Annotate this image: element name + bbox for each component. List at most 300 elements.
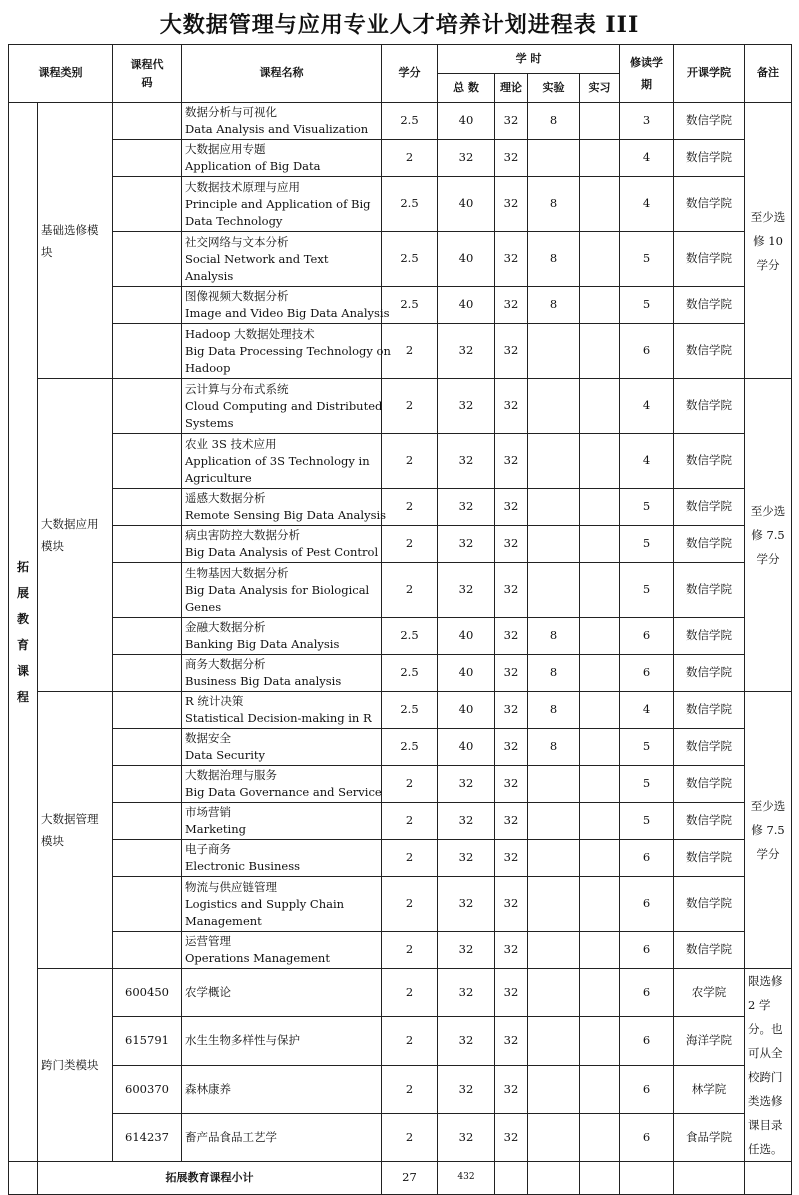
course-total-hours: 40 — [438, 729, 495, 766]
table-row — [9, 932, 792, 969]
header-experiment: 实验 — [528, 74, 580, 103]
category-main-cell — [9, 103, 38, 1162]
table-row — [9, 324, 792, 379]
course-practice-hours — [580, 766, 620, 803]
course-college: 数信学院 — [674, 840, 745, 877]
course-name-cn: 大数据治理与服务 — [185, 768, 277, 782]
header-practice: 实习 — [580, 74, 620, 103]
course-college: 数信学院 — [674, 563, 745, 618]
table-row — [9, 803, 792, 840]
subtotal-empty-cell — [528, 1162, 580, 1195]
course-total-hours: 40 — [438, 287, 495, 324]
course-total-hours: 32 — [438, 969, 495, 1017]
course-total-hours: 32 — [438, 877, 495, 932]
course-term: 6 — [620, 655, 674, 692]
course-credit: 2.5 — [382, 692, 438, 729]
course-name — [182, 692, 382, 729]
header-row-1 — [9, 45, 792, 74]
course-experiment-hours — [528, 877, 580, 932]
header-credit: 学分 — [382, 45, 438, 103]
course-practice-hours — [580, 140, 620, 177]
course-experiment-hours: 8 — [528, 692, 580, 729]
course-credit: 2 — [382, 526, 438, 563]
category-main-label: 拓展教育课程 — [16, 560, 29, 704]
table-row — [9, 232, 792, 287]
course-name-en: Marketing — [185, 822, 246, 836]
course-name-cn: 农业 3S 技术应用 — [185, 436, 277, 451]
course-code — [113, 526, 182, 563]
course-name — [182, 324, 391, 379]
course-code — [113, 729, 182, 766]
course-term: 5 — [620, 563, 674, 618]
table-row — [9, 1113, 792, 1161]
course-theory-hours: 32 — [495, 803, 528, 840]
course-code: 600370 — [113, 1065, 182, 1113]
course-experiment-hours — [528, 1017, 580, 1065]
course-term: 6 — [620, 932, 674, 969]
module-note: 至少选修 10 学分 — [745, 103, 792, 379]
course-name — [182, 489, 387, 526]
course-term: 6 — [620, 1017, 674, 1065]
course-credit: 2 — [382, 324, 438, 379]
course-theory-hours: 32 — [495, 1113, 528, 1161]
page-title: 大数据管理与应用专业人才培养计划进程表 III — [159, 12, 640, 38]
course-name-cn: 商务大数据分析 — [185, 657, 266, 671]
table-row — [9, 434, 792, 489]
course-theory-hours: 32 — [495, 692, 528, 729]
course-college: 林学院 — [674, 1065, 745, 1113]
course-practice-hours — [580, 379, 620, 434]
course-college: 数信学院 — [674, 379, 745, 434]
course-term: 5 — [620, 766, 674, 803]
course-theory-hours: 32 — [495, 287, 528, 324]
course-code — [113, 932, 182, 969]
course-name-en: Big Data Governance and Service — [185, 785, 382, 799]
course-credit: 2.5 — [382, 232, 438, 287]
course-term: 5 — [620, 803, 674, 840]
table-row — [9, 489, 792, 526]
course-credit: 2 — [382, 489, 438, 526]
course-credit: 2 — [382, 766, 438, 803]
course-credit: 2 — [382, 1113, 438, 1161]
course-term: 5 — [620, 232, 674, 287]
course-theory-hours: 32 — [495, 324, 528, 379]
course-total-hours: 32 — [438, 526, 495, 563]
course-name-cn: 森林康养 — [185, 1081, 231, 1096]
module-name: 大数据管理模块 — [38, 692, 113, 969]
course-name — [182, 1017, 382, 1065]
course-name-en: Genes — [185, 599, 222, 614]
course-total-hours: 32 — [438, 1113, 495, 1161]
course-credit: 2 — [382, 932, 438, 969]
course-code — [113, 692, 182, 729]
course-theory-hours: 32 — [495, 232, 528, 287]
course-code — [113, 489, 182, 526]
course-college: 海洋学院 — [674, 1017, 745, 1065]
course-name — [182, 655, 382, 692]
course-name-cn: 水生生物多样性与保护 — [185, 1033, 300, 1048]
course-code — [113, 324, 182, 379]
course-practice-hours — [580, 877, 620, 932]
course-practice-hours — [580, 729, 620, 766]
course-college: 数信学院 — [674, 877, 745, 932]
course-theory-hours: 32 — [495, 840, 528, 877]
course-theory-hours: 32 — [495, 177, 528, 232]
course-experiment-hours — [528, 379, 580, 434]
course-name-cn: 数据安全 — [185, 731, 231, 745]
course-experiment-hours: 8 — [528, 232, 580, 287]
course-name — [182, 563, 382, 618]
course-term: 5 — [620, 489, 674, 526]
course-credit: 2 — [382, 140, 438, 177]
table-row — [9, 969, 792, 1017]
course-name-cn: R 统计决策 — [185, 694, 244, 708]
header-code: 课程代码 — [113, 45, 182, 103]
course-practice-hours — [580, 177, 620, 232]
course-name — [182, 729, 382, 766]
course-name — [182, 803, 382, 840]
course-name — [182, 232, 382, 287]
course-credit: 2.5 — [382, 287, 438, 324]
course-name-en: Application of 3S Technology in — [185, 453, 370, 468]
course-code — [113, 379, 182, 434]
course-name-cn: 遥感大数据分析 — [185, 491, 266, 505]
course-name-cn: 市场营销 — [185, 805, 231, 819]
course-total-hours: 32 — [438, 379, 495, 434]
header-total: 总 数 — [438, 74, 495, 103]
course-practice-hours — [580, 232, 620, 287]
course-name-en: Logistics and Supply Chain — [185, 896, 345, 911]
module-name: 大数据应用模块 — [38, 379, 113, 692]
course-practice-hours — [580, 932, 620, 969]
course-total-hours: 40 — [438, 618, 495, 655]
course-practice-hours — [580, 692, 620, 729]
course-experiment-hours — [528, 324, 580, 379]
subtotal-empty-cell — [580, 1162, 620, 1195]
course-name-en: Management — [185, 913, 262, 928]
course-practice-hours — [580, 655, 620, 692]
course-theory-hours: 32 — [495, 103, 528, 140]
course-practice-hours — [580, 618, 620, 655]
course-credit: 2.5 — [382, 103, 438, 140]
course-code: 615791 — [113, 1017, 182, 1065]
course-total-hours: 32 — [438, 434, 495, 489]
course-term: 5 — [620, 287, 674, 324]
course-practice-hours — [580, 840, 620, 877]
course-code: 614237 — [113, 1113, 182, 1161]
course-name — [182, 932, 382, 969]
header-category: 课程类别 — [9, 45, 113, 103]
table-row — [9, 140, 792, 177]
course-term: 5 — [620, 729, 674, 766]
course-experiment-hours: 8 — [528, 103, 580, 140]
course-name-en: Data Analysis and Visualization — [185, 122, 369, 136]
course-code — [113, 655, 182, 692]
course-name-en: Statistical Decision-making in R — [185, 711, 372, 725]
course-name — [182, 140, 382, 177]
course-name — [182, 287, 390, 324]
course-code — [113, 232, 182, 287]
course-term: 6 — [620, 324, 674, 379]
course-theory-hours: 32 — [495, 1065, 528, 1113]
course-name-cn: 社交网络与文本分析 — [185, 234, 289, 249]
course-practice-hours — [580, 1017, 620, 1065]
course-name-cn: 数据分析与可视化 — [185, 105, 277, 119]
course-college: 数信学院 — [674, 729, 745, 766]
course-total-hours: 40 — [438, 232, 495, 287]
course-name-cn: 病虫害防控大数据分析 — [185, 528, 300, 542]
course-college: 数信学院 — [674, 526, 745, 563]
table-row — [9, 287, 792, 324]
course-name-cn: 运营管理 — [185, 934, 231, 948]
course-name-cn: 金融大数据分析 — [185, 620, 266, 634]
table-row — [9, 729, 792, 766]
course-college: 数信学院 — [674, 177, 745, 232]
course-theory-hours: 32 — [495, 489, 528, 526]
course-credit: 2 — [382, 434, 438, 489]
course-total-hours: 32 — [438, 563, 495, 618]
course-name — [182, 379, 382, 434]
subtotal-empty-cell — [495, 1162, 528, 1195]
course-experiment-hours — [528, 1065, 580, 1113]
course-college: 数信学院 — [674, 655, 745, 692]
course-name-cn: 电子商务 — [185, 842, 231, 856]
course-name — [182, 877, 382, 932]
course-name — [182, 1065, 382, 1113]
course-name — [182, 103, 382, 140]
module-name: 跨门类模块 — [38, 969, 113, 1162]
course-college: 数信学院 — [674, 232, 745, 287]
course-college: 数信学院 — [674, 287, 745, 324]
course-code — [113, 877, 182, 932]
course-theory-hours: 32 — [495, 434, 528, 489]
course-credit: 2 — [382, 969, 438, 1017]
subtotal-empty-cell — [745, 1162, 792, 1195]
module-note: 至少选修 7.5 学分 — [745, 692, 792, 969]
course-theory-hours: 32 — [495, 729, 528, 766]
course-code — [113, 803, 182, 840]
course-name-en: Data Security — [185, 748, 266, 762]
course-credit: 2.5 — [382, 618, 438, 655]
course-college: 数信学院 — [674, 803, 745, 840]
course-credit: 2 — [382, 1065, 438, 1113]
course-term: 6 — [620, 840, 674, 877]
course-code — [113, 287, 182, 324]
course-name-cn: 生物基因大数据分析 — [185, 565, 289, 580]
table-row — [9, 526, 792, 563]
course-college: 数信学院 — [674, 618, 745, 655]
table-row — [9, 1065, 792, 1113]
course-name — [182, 1113, 382, 1161]
course-experiment-hours — [528, 526, 580, 563]
course-total-hours: 32 — [438, 766, 495, 803]
course-code: 600450 — [113, 969, 182, 1017]
course-experiment-hours: 8 — [528, 618, 580, 655]
table-row — [9, 766, 792, 803]
course-experiment-hours: 8 — [528, 287, 580, 324]
course-name-en: Analysis — [185, 268, 234, 283]
course-experiment-hours — [528, 140, 580, 177]
course-credit: 2.5 — [382, 177, 438, 232]
course-name-en: Hadoop — [185, 360, 231, 375]
subtotal-blank-cell — [9, 1162, 38, 1195]
course-college: 数信学院 — [674, 766, 745, 803]
course-theory-hours: 32 — [495, 563, 528, 618]
course-name-cn: 大数据技术原理与应用 — [185, 179, 300, 194]
course-practice-hours — [580, 1113, 620, 1161]
subtotal-empty-cell — [674, 1162, 745, 1195]
course-term: 4 — [620, 692, 674, 729]
course-experiment-hours — [528, 434, 580, 489]
table-row — [9, 563, 792, 618]
course-term: 4 — [620, 379, 674, 434]
header-name: 课程名称 — [182, 45, 382, 103]
course-college: 数信学院 — [674, 692, 745, 729]
course-code — [113, 103, 182, 140]
header-note: 备注 — [745, 45, 792, 103]
course-credit: 2 — [382, 803, 438, 840]
course-total-hours: 32 — [438, 803, 495, 840]
course-name-cn: Hadoop 大数据处理技术 — [185, 326, 315, 341]
course-total-hours: 32 — [438, 1065, 495, 1113]
header-term: 修读学期 — [620, 45, 674, 103]
course-college: 农学院 — [674, 969, 745, 1017]
course-college: 数信学院 — [674, 932, 745, 969]
course-name-en: Operations Management — [185, 951, 330, 965]
course-total-hours: 40 — [438, 655, 495, 692]
course-name-en: Data Technology — [185, 213, 283, 228]
course-term: 6 — [620, 969, 674, 1017]
course-credit: 2 — [382, 379, 438, 434]
course-credit: 2.5 — [382, 729, 438, 766]
course-name-en: Banking Big Data Analysis — [185, 637, 340, 651]
course-total-hours: 40 — [438, 103, 495, 140]
table-row — [9, 379, 792, 434]
course-experiment-hours — [528, 840, 580, 877]
course-name-en: Image and Video Big Data Analysis — [185, 306, 390, 320]
course-experiment-hours — [528, 932, 580, 969]
course-experiment-hours — [528, 969, 580, 1017]
course-term: 4 — [620, 140, 674, 177]
course-name-en: Principle and Application of Big — [185, 196, 371, 211]
subtotal-credit: 27 — [382, 1162, 438, 1195]
course-total-hours: 32 — [438, 932, 495, 969]
course-practice-hours — [580, 1065, 620, 1113]
course-code — [113, 840, 182, 877]
module-note: 限选修 2 学分。也可从全校跨门类选修课目录任选。 — [745, 969, 792, 1162]
course-term: 4 — [620, 177, 674, 232]
course-total-hours: 32 — [438, 489, 495, 526]
course-practice-hours — [580, 324, 620, 379]
table-row — [9, 177, 792, 232]
course-college: 数信学院 — [674, 140, 745, 177]
table-row — [9, 1017, 792, 1065]
table-row — [9, 692, 792, 729]
table-row — [9, 618, 792, 655]
course-practice-hours — [580, 969, 620, 1017]
table-row — [9, 840, 792, 877]
course-name-cn: 畜产品食品工艺学 — [185, 1129, 277, 1144]
table-row — [9, 103, 792, 140]
course-name-en: Big Data Analysis of Pest Control — [185, 545, 379, 559]
course-college: 数信学院 — [674, 103, 745, 140]
course-name-en: Big Data Analysis for Biological — [185, 582, 370, 597]
course-name-en: Cloud Computing and Distributed — [185, 398, 383, 413]
subtotal-label: 拓展教育课程小计 — [38, 1162, 382, 1195]
course-experiment-hours — [528, 489, 580, 526]
course-total-hours: 40 — [438, 177, 495, 232]
course-name-en: Electronic Business — [185, 859, 300, 873]
header-hours: 学 时 — [438, 45, 620, 74]
course-practice-hours — [580, 563, 620, 618]
subtotal-total-hours: 432 — [438, 1162, 495, 1195]
subtotal-row — [9, 1162, 792, 1195]
course-experiment-hours — [528, 803, 580, 840]
course-theory-hours: 32 — [495, 655, 528, 692]
course-name-cn: 农学概论 — [185, 985, 231, 1000]
course-experiment-hours: 8 — [528, 655, 580, 692]
course-theory-hours: 32 — [495, 932, 528, 969]
course-name-cn: 大数据应用专题 — [185, 142, 266, 156]
course-name — [182, 434, 382, 489]
course-name-en: Remote Sensing Big Data Analysis — [185, 508, 387, 522]
course-name-en: Business Big Data analysis — [185, 674, 342, 688]
course-term: 4 — [620, 434, 674, 489]
course-code — [113, 140, 182, 177]
course-total-hours: 32 — [438, 140, 495, 177]
course-college: 数信学院 — [674, 434, 745, 489]
course-total-hours: 32 — [438, 1017, 495, 1065]
course-college: 数信学院 — [674, 489, 745, 526]
course-total-hours: 32 — [438, 324, 495, 379]
course-code — [113, 618, 182, 655]
course-theory-hours: 32 — [495, 1017, 528, 1065]
course-code — [113, 563, 182, 618]
course-total-hours: 40 — [438, 692, 495, 729]
course-experiment-hours — [528, 563, 580, 618]
course-theory-hours: 32 — [495, 526, 528, 563]
course-practice-hours — [580, 489, 620, 526]
table-row — [9, 655, 792, 692]
course-name — [182, 526, 382, 563]
course-experiment-hours — [528, 766, 580, 803]
course-plan-table — [8, 44, 792, 1195]
course-name — [182, 766, 382, 803]
course-name — [182, 177, 382, 232]
course-name-cn: 图像视频大数据分析 — [185, 289, 289, 303]
course-code — [113, 766, 182, 803]
course-total-hours: 32 — [438, 840, 495, 877]
course-credit: 2 — [382, 877, 438, 932]
subtotal-empty-cell — [620, 1162, 674, 1195]
course-college: 食品学院 — [674, 1113, 745, 1161]
module-name: 基础选修模块 — [38, 103, 113, 379]
course-experiment-hours: 8 — [528, 177, 580, 232]
course-practice-hours — [580, 434, 620, 489]
course-term: 3 — [620, 103, 674, 140]
course-college: 数信学院 — [674, 324, 745, 379]
course-name-en: Systems — [185, 415, 234, 430]
course-credit: 2.5 — [382, 655, 438, 692]
course-name-en: Agriculture — [185, 470, 252, 485]
course-term: 6 — [620, 877, 674, 932]
course-practice-hours — [580, 526, 620, 563]
course-name-en: Application of Big Data — [185, 159, 321, 173]
course-name-en: Big Data Processing Technology on — [185, 343, 391, 358]
course-code — [113, 434, 182, 489]
course-theory-hours: 32 — [495, 618, 528, 655]
course-credit: 2 — [382, 1017, 438, 1065]
